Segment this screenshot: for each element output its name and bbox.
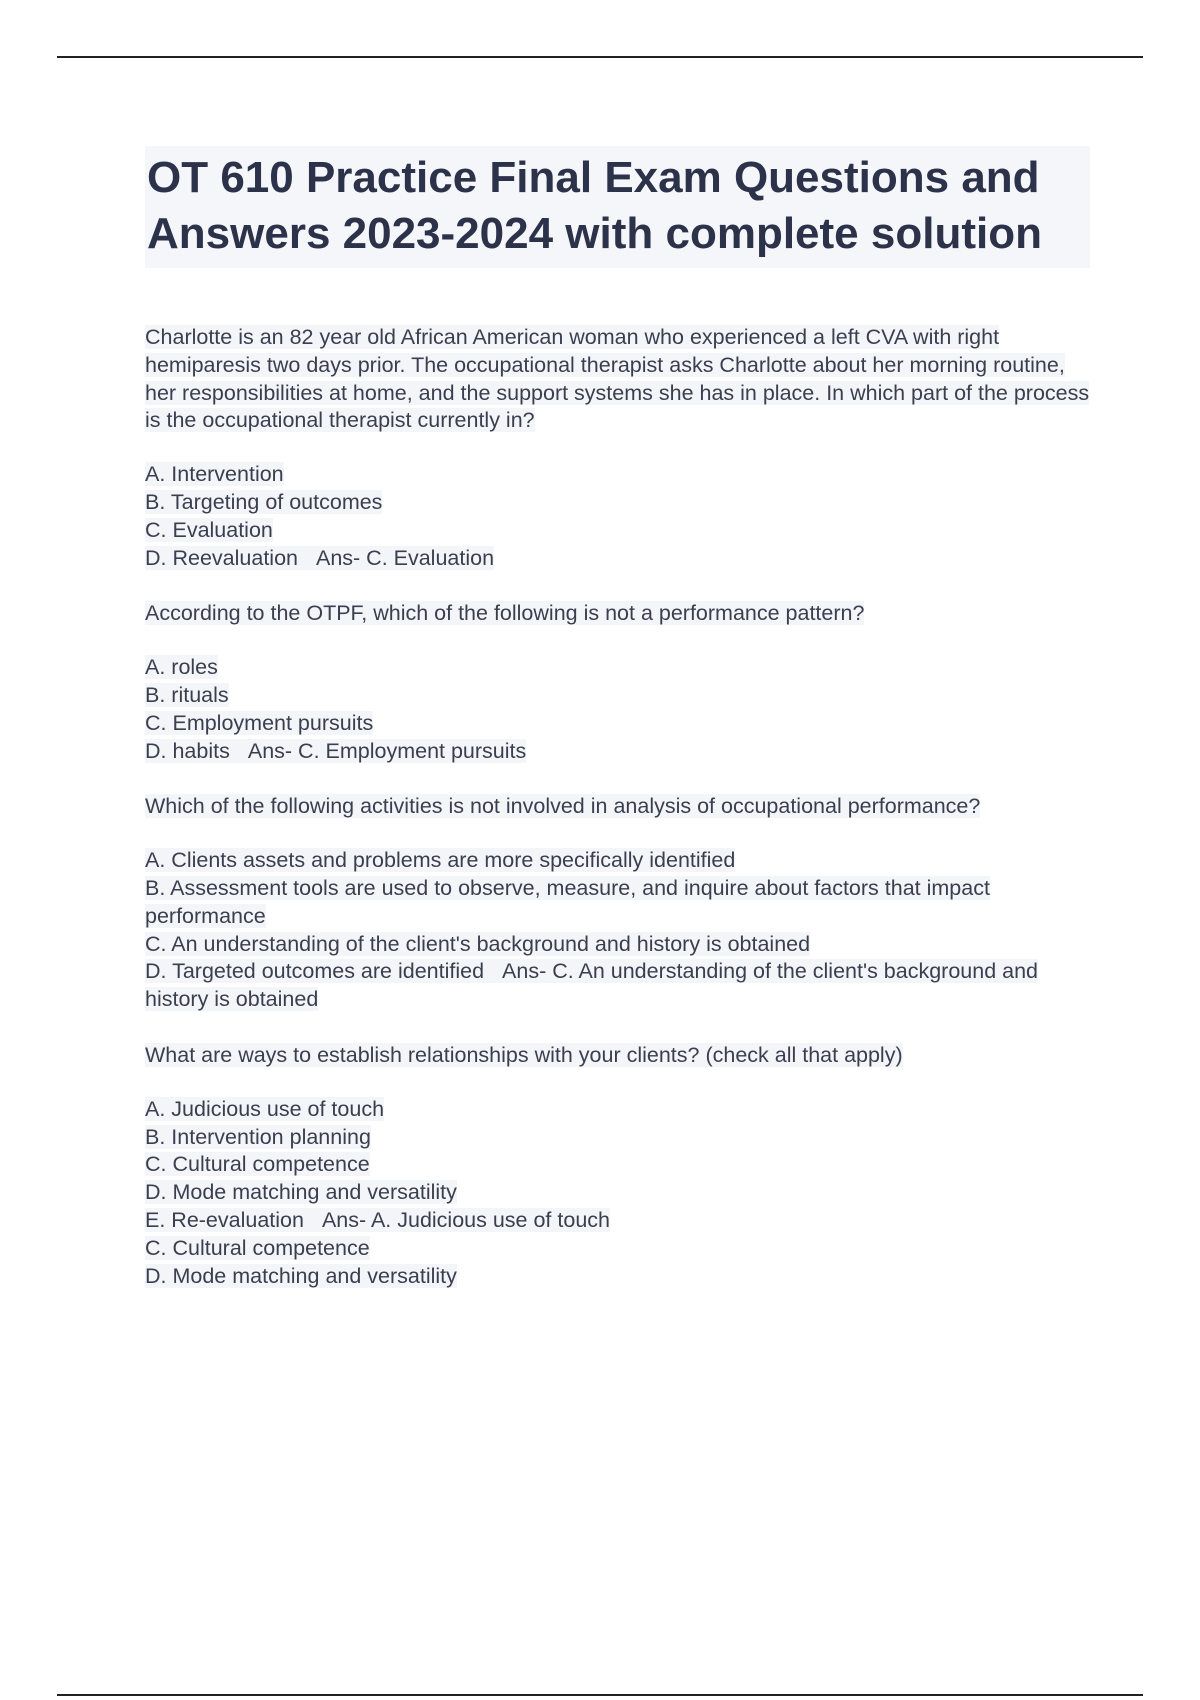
option: D. Mode matching and versatility [145,1180,457,1205]
title-box [145,146,1090,268]
option: D. Reevaluation [145,545,298,570]
option-list [145,1096,1090,1291]
question-2 [145,600,1090,765]
option: B. Intervention planning [145,1124,371,1149]
option-with-answer [145,545,1090,573]
option: C. Cultural competence [145,1152,370,1177]
option: B. Targeting of outcomes [145,489,383,514]
question-1 [145,324,1090,572]
option-list [145,654,1090,765]
answer: Ans- C. An understanding of the client's background and history is obtained [145,959,1039,1012]
option: C. An understanding of the client's background and history is obtained [145,931,811,956]
answer: Ans- C. Evaluation [315,545,495,570]
question-stem: What are ways to establish relationships with your clients? (check all that apply) [145,1042,903,1067]
question-stem: Charlotte is an 82 year old African American woman who experienced a left CVA with right hemiparesis two days prior. The occupational therapist asks Charlotte about her morning routine, her responsibilities at home, and the support systems she has in place. In which part of the process is the occupational therapist currently in? [145,325,1090,433]
document-title: OT 610 Practice Final Exam Questions and Answers 2023-2024 with complete solution [147,153,1042,258]
option: C. Evaluation [145,517,273,542]
option: A. Intervention [145,462,284,487]
option: C. Employment pursuits [145,710,374,735]
option-with-answer [145,1207,1090,1235]
option: A. Judicious use of touch [145,1096,385,1121]
bottom-rule [57,1694,1143,1696]
answer: Ans- A. Judicious use of touch [321,1207,610,1232]
question-4 [145,1042,1090,1290]
option: D. habits [145,738,230,763]
top-rule [57,56,1143,58]
option-list [145,461,1090,572]
option-with-answer [145,738,1090,766]
question-list [145,324,1090,1290]
option: B. rituals [145,682,229,707]
answer: Ans- C. Employment pursuits [247,738,527,763]
question-3 [145,793,1090,1014]
option-with-answer [145,958,1090,1014]
option-list [145,847,1090,1014]
option: D. Targeted outcomes are identified [145,959,485,984]
answer-continuation: C. Cultural competence [145,1235,370,1260]
answer-continuation: D. Mode matching and versatility [145,1263,457,1288]
document-body [145,146,1090,1318]
option: A. Clients assets and problems are more specifically identified [145,848,736,873]
question-stem: Which of the following activities is not involved in analysis of occupational performance? [145,794,981,819]
question-stem: According to the OTPF, which of the following is not a performance pattern? [145,601,865,626]
option: E. Re-evaluation [145,1207,304,1232]
option: A. roles [145,655,218,680]
option: B. Assessment tools are used to observe, measure, and inquire about factors that impact performance [145,875,990,928]
